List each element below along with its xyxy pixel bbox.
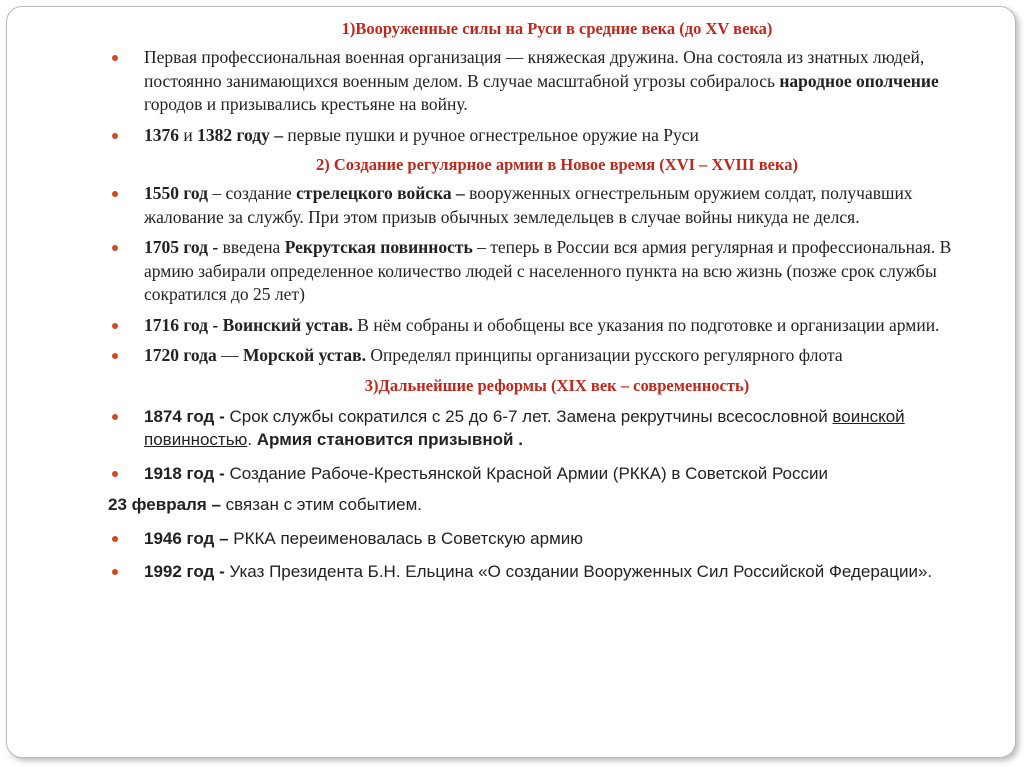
bullet-icon (112, 471, 118, 477)
bullet-icon (112, 536, 118, 542)
list-item: 1946 год – РККА переименовалась в Советскую армию (112, 527, 972, 551)
list-item: 1874 год - Срок службы сократился с 25 до 6-7 лет. Замена рекрутчины всесословной воинской повинностью. Армия становится призывной . (112, 405, 972, 452)
section2-title: 2) Создание регулярное армии в Новое время (XVI – XVIII века) (316, 155, 798, 174)
section3-title: 3)Дальнейшие реформы (XIX век – современность) (364, 375, 750, 395)
bullet-icon (112, 569, 118, 575)
plain-line: 23 февраля – связан с этим событием. (108, 495, 423, 514)
list-item: 1550 год – создание стрелецкого войска – вооруженных огнестрельным оружием солдат, получавших жалование за службу. При этом призыв обычных земледельцев в случае войны никуда не делся. (112, 182, 972, 229)
bullet-icon (112, 353, 118, 359)
slide-content (108, 18, 972, 594)
list-item: 1918 год - Создание Рабоче-Крестьянской Красной Армии (РККА) в Советской России (112, 462, 972, 486)
list-item: Первая профессиональная военная организация — княжеская дружина. Она состояла из знатных людей, постоянно занимающихся военным делом. В случае масштабной угрозы собиралось народное ополчение городов и призывались крестьяне на войну. (112, 46, 972, 117)
section1-title: 1)Вооруженные силы на Руси в средние века (до XV века) (341, 19, 773, 38)
list-item: 1716 год - Воинский устав. В нём собраны и обобщены все указания по подготовке и организации армии. (112, 314, 972, 338)
bullet-icon (112, 245, 118, 251)
list-item: 1992 год - Указ Президента Б.Н. Ельцина «О создании Вооруженных Сил Российской Федерации». (112, 560, 972, 584)
list-item: 1705 год - введена Рекрутская повинность – теперь в России вся армия регулярная и профессиональная. В армию забирали определенное количество людей с населенного пункта на всю жизнь (позже срок службы сократился до 25 лет) (112, 236, 972, 307)
bullet-icon (112, 191, 118, 197)
bullet-icon (112, 55, 118, 61)
bullet-icon (112, 133, 118, 139)
bullet-icon (112, 414, 118, 420)
list-item: 1720 года — Морской устав. Определял принципы организации русского регулярного флота (112, 344, 972, 368)
bullet-icon (112, 323, 118, 329)
list-item: 1376 и 1382 году – первые пушки и ручное огнестрельное оружие на Руси (112, 124, 972, 148)
